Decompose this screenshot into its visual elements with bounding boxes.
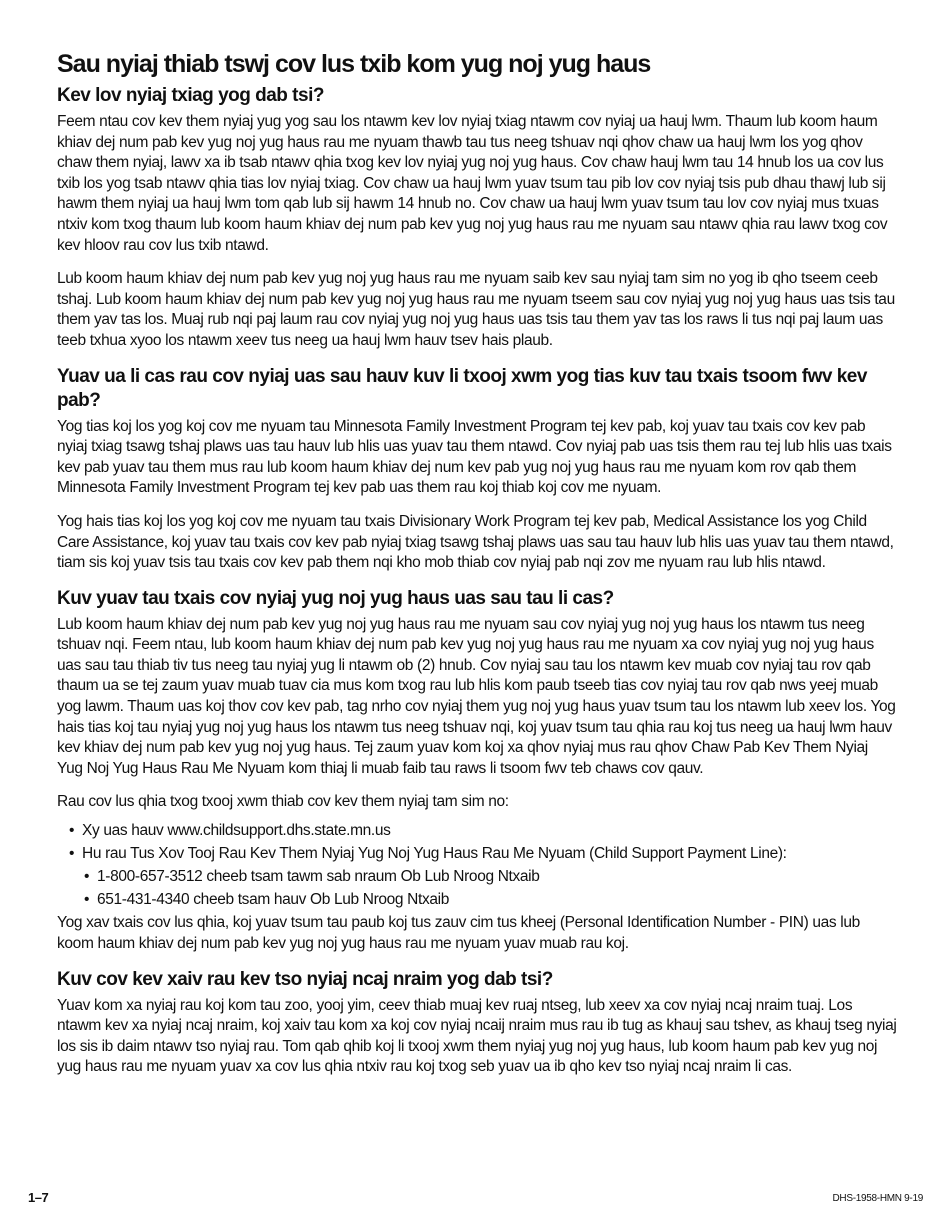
list-item: • Xy uas hauv www.childsupport.dhs.state.mn.us	[57, 821, 897, 842]
info-list	[57, 821, 897, 911]
section-heading-public-assistance: Yuav ua li cas rau cov nyiaj uas sau hauv kuv li txooj xwm yog tias kuv tau txais tsoom fwv kev pab?	[57, 365, 867, 411]
form-code: DHS-1958-HMN 9-19	[832, 1193, 923, 1204]
paragraph: Yuav kom xa nyiaj rau koj kom tau zoo, yooj yim, ceev thiab muaj kev ruaj ntseg, lub xeev xa cov nyiaj ncaj nraim tuaj. Los ntawm kev xa nyiaj ncaj nraim, koj xaiv tau kom xa koj cov nyiaj ncaij nraim mus rau ib tug as khauj sau tshev, as khauj tseg nyiaj los sis ib daim ntawv tso nyiaj rau. Tom qab qhib koj li txooj xwm them nyiaj yug noj yug haus, lub koom haum pab kev yug noj yug haus rau me nyuam yuav xa cov lus qhia ntxiv rau koj txog seb yuav ua ib qho kev tso nyiaj ncaj nraim li cas.	[57, 996, 897, 1076]
paragraph: Rau cov lus qhia txog txooj xwm thiab cov kev them nyiaj tam sim no:	[57, 793, 509, 811]
paragraph: Yog hais tias koj los yog koj cov me nyuam tau txais Divisionary Work Program tej kev pab, Medical Assistance los yog Child Care Assistance, koj yuav tau txais cov kev pab nyiaj txiag tsawg tshaj plaws uas sau tau hauv lub hlis uas yuav tau them ntawd, tiam sis koj yuav tsis tau txais cov kev pab them nqi kho mob thiab cov nyiaj pab nqi zov me nyuam rau lub hlis ntawd.	[57, 512, 894, 572]
document-page	[57, 48, 897, 1091]
paragraph: Yog tias koj los yog koj cov me nyuam tau Minnesota Family Investment Program tej kev pab, koj yuav tau txais cov kev pab nyiaj txiag tsawg tshaj plaws uas tau hauv lub hlis uas yuav tau them ntawd. Cov nyiaj pab uas tsis them rau tej lub hlis uas txais kev pab yuav tau them mus rau lub koom haum khiav dej num kev pab yug noj yug haus rau me nyuam kom rov qab them Minnesota Family Investment Program tej kev pab uas them rau koj thiab koj cov me nyuam.	[57, 417, 892, 497]
section-heading-receiving-support: Kuv yuav tau txais cov nyiaj yug noj yug haus uas sau tau li cas?	[57, 587, 614, 609]
list-item-phone-metro: • 651-431-4340 cheeb tsam hauv Ob Lub Nroog Ntxaib	[57, 890, 897, 911]
paragraph: Feem ntau cov kev them nyiaj yug yog sau los ntawm kev lov nyiaj txiag ntawm cov nyiaj ua hauj lwm. Thaum lub koom haum khiav dej num pab kev yug noj yug haus rau me nyuam thawb tau tus neeg tshuav nqi qhov chaw ua hauj lwm los yog qhov chaw them nyiaj, lawv xa ib tsab ntawv qhia txog kev lov nyiaj yug noj yug haus. Cov chaw hauj lwm tau 14 hnub los ua cov lus txib los yog tsab ntawv qhia tias lov nyiaj txiag. Cov chaw ua hauj lwm yuav tsum tau pib lov cov nyiaj tsis pub dhau thawj lub sij hawm them nyiaj ua hauj lwm tom qab lub sij hawm 14 hnub no. Cov chaw ua hauj lwm yuav tsum tau lov cov nyiaj mus txuas ntxiv kom txog thaum lub koom haum khiav dej num pab kev yug noj yug haus rau me nyuam sau ntawv qhia rau lawv txog cov kev hloov rau cov lus txib ntawd.	[57, 113, 888, 254]
list-item-phone-outside-metro: • 1-800-657-3512 cheeb tsam tawm sab nraum Ob Lub Nroog Ntxaib	[57, 867, 897, 888]
page-title: Sau nyiaj thiab tswj cov lus txib kom yug noj yug haus	[57, 50, 651, 78]
section-heading-direct-deposit: Kuv cov kev xaiv rau kev tso nyiaj ncaj nraim yog dab tsi?	[57, 968, 553, 990]
list-item: • Hu rau Tus Xov Tooj Rau Kev Them Nyiaj Yug Noj Yug Haus Rau Me Nyuam (Child Support Payment Line):	[57, 844, 897, 865]
paragraph: Lub koom haum khiav dej num pab kev yug noj yug haus rau me nyuam saib kev sau nyiaj tam sim no yog ib qho tseem ceeb tshaj. Lub koom haum khiav dej num pab kev yug noj yug haus rau me nyuam tseem sau cov nyiaj yug noj yug haus uas tsis tau them yav tas los. Muaj rub nqi paj laum rau cov nyiaj yug noj yug haus uas tsis tau them yav tas los raws li tus nqi paj laum uas teeb txhua xyoo los ntawm xeev tus neeg ua hauj lwm hauv tsev hais plaub.	[57, 270, 895, 349]
page-number: 1–7	[28, 1190, 49, 1205]
paragraph: Yog xav txais cov lus qhia, koj yuav tsum tau paub koj tus zauv cim tus kheej (Personal Identification Number - PIN) uas lub koom haum khiav dej num pab kev yug noj yug haus rau me nyuam yuav muab rau koj.	[57, 914, 860, 952]
paragraph: Lub koom haum khiav dej num pab kev yug noj yug haus rau me nyuam sau cov nyiaj yug noj yug haus los ntawm tus neeg tshuav nqi. Feem ntau, lub koom haum khiav dej num pab kev yug noj yug haus rau me nyuam xa cov nyiaj yug noj yug haus uas sau tau thiab tiv tus neeg tau nyiaj yug li ntawm ob (2) hnub. Cov nyiaj sau tau los ntawm kev muab cov nyiaj tau rov qab thaum ua se tej zaum yuav muab tuav cia mus kom txog rau lub hlis kom paub tseeb tias cov nyiaj tau rov qab nws yeej muab yog lawm. Thaum uas koj thov cov kev pab, tag nrho cov nyiaj them yug noj yug haus yuav tsum tau los ntawm lub xeev los. Yog hais tias koj tau nyiaj yug noj yug haus los ntawm tus neeg tshuav nqi, koj yuav tsum tau qhia rau koj tus neeg ua hauj lwm hauv kev khiav dej num pab kev yug noj yug haus. Tej zaum yuav kom koj xa qhov nyiaj mus rau qhov Chaw Pab Kev Them Nyiaj Yug Noj Yug Haus Rau Me Nyuam kom thiaj li muab faib tau raws li tsoom fwv teb chaws cov qauv.	[57, 615, 896, 777]
section-heading-wage-withholding: Kev lov nyiaj txiag yog dab tsi?	[57, 85, 324, 106]
